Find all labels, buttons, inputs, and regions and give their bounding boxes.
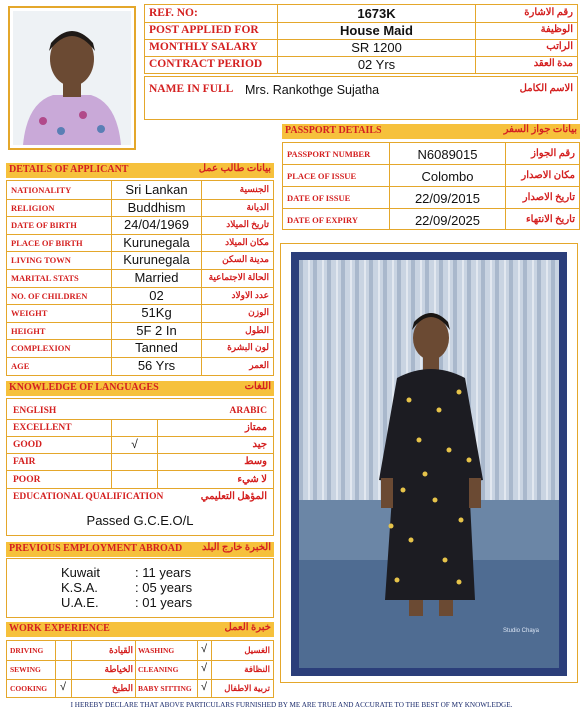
languages-title: KNOWLEDGE OF LANGUAGES	[9, 382, 159, 393]
work-skill-label: BABY SITTING	[138, 684, 192, 693]
applicant-field-value: Kurunegala	[123, 252, 190, 268]
work-skill-label: DRIVING	[10, 646, 44, 655]
name-value: Mrs. Rankothge Sujatha	[245, 83, 380, 97]
applicant-field-label: HEIGHT	[11, 325, 46, 336]
edu-label: EDUCATIONAL QUALIFICATION	[13, 492, 164, 502]
salary-value: SR 1200	[351, 40, 402, 55]
applicant-field-label: MARITAL STATS	[11, 273, 79, 283]
lang-level-ar: وسط	[244, 456, 267, 468]
work-skill-mark: √	[200, 643, 208, 655]
applicant-field-ar: الديانة	[246, 201, 269, 212]
passport-field-value: 22/09/2025	[414, 213, 481, 228]
work-skill-label: CLEANING	[138, 665, 179, 674]
applicant-field-ar: الجنسية	[239, 184, 269, 194]
applicant-field-value: 56 Yrs	[137, 358, 176, 373]
employment-title-ar: الخبرة خارج البلد	[202, 542, 271, 553]
passport-field-ar: رقم الجواز	[531, 148, 575, 159]
applicant-field-ar: الوزن	[248, 307, 269, 318]
employment-country: U.A.E.	[61, 595, 99, 610]
applicant-field-value: Buddhism	[127, 199, 186, 215]
employment-years: : 01 years	[135, 595, 193, 610]
full-photo	[299, 260, 559, 668]
passport-table	[282, 142, 580, 230]
lang-level-label: GOOD	[13, 440, 43, 451]
applicant-field-value: 02	[149, 287, 164, 303]
ref-label: REF. NO:	[149, 7, 198, 19]
applicant-field-label: NATIONALITY	[11, 185, 72, 195]
contract-ar: مدة العقد	[533, 58, 573, 69]
work-header	[6, 622, 274, 637]
full-photo-frame	[280, 243, 578, 683]
edu-value: Passed G.C.E.O/L	[86, 513, 194, 528]
lang-level-ar: ممتاز	[244, 422, 267, 433]
applicant-field-label: DATE OF BIRTH	[11, 220, 77, 231]
passport-field-label: PASSPORT NUMBER	[287, 149, 371, 159]
applicant-field-label: LIVING TOWN	[11, 255, 71, 266]
applicant-field-ar: مكان الميلاد	[225, 236, 269, 247]
edu-ar: المؤهل التعليمي	[200, 491, 267, 502]
applicant-header	[6, 163, 274, 178]
name-row	[144, 76, 578, 120]
lang-level-ar: جيد	[252, 439, 267, 451]
lang-col-english: ENGLISH	[13, 406, 57, 416]
applicant-field-label: RELIGION	[11, 202, 55, 213]
applicant-field-ar: لون البشرة	[227, 342, 269, 353]
work-skill-mark: √	[200, 662, 208, 674]
applicant-field-label: NO. OF CHILDREN	[11, 290, 88, 301]
work-skill-mark: √	[59, 681, 67, 693]
employment-title: PREVIOUS EMPLOYMENT ABROAD	[9, 543, 183, 554]
applicant-field-ar: الطول	[245, 324, 269, 335]
applicant-title: DETAILS OF APPLICANT	[9, 164, 129, 175]
lang-level-label: POOR	[13, 474, 41, 485]
lang-level-ar: لا شيء	[237, 473, 267, 485]
passport-field-ar: تاريخ الانتهاء	[525, 214, 575, 225]
ref-value: 1673K	[357, 6, 396, 21]
applicant-field-label: COMPLEXION	[11, 343, 71, 354]
passport-field-value: 22/09/2015	[414, 191, 481, 206]
employment-years: : 11 years	[135, 565, 192, 580]
portrait-photo	[13, 11, 131, 145]
contract-label: CONTRACT PERIOD	[149, 58, 263, 70]
lang-english-mark: √	[131, 437, 138, 452]
work-title-ar: خبرة العمل	[224, 622, 271, 633]
work-skill-ar: تربية الاطفال	[224, 683, 270, 693]
passport-field-label: DATE OF ISSUE	[287, 193, 351, 203]
post-value: House Maid	[340, 23, 413, 38]
applicant-field-ar: تاريخ الميلاد	[226, 219, 269, 230]
work-table	[6, 640, 274, 698]
work-skill-ar: الطبخ	[111, 683, 133, 693]
languages-title-ar: اللغات	[244, 381, 271, 392]
passport-field-value: N6089015	[417, 147, 478, 162]
passport-title: PASSPORT DETAILS	[285, 125, 382, 136]
photo-credit: Studio Chaya	[503, 628, 540, 634]
salary-ar: الراتب	[546, 41, 573, 52]
applicant-field-value: Sri Lankan	[125, 182, 188, 197]
lang-level-label: FAIR	[13, 457, 36, 468]
applicant-field-value: 24/04/1969	[123, 217, 190, 233]
passport-field-value: Colombo	[421, 169, 474, 184]
applicant-table	[6, 180, 274, 376]
work-skill-label: WASHING	[138, 646, 175, 655]
passport-field-label: PLACE OF ISSUE	[287, 171, 357, 181]
employment-table	[6, 558, 274, 618]
applicant-field-label: AGE	[11, 361, 30, 371]
ref-ar: رقم الاشارة	[524, 7, 573, 18]
languages-table	[6, 398, 274, 536]
applicant-field-ar: الحالة الاجتماعية	[208, 272, 269, 282]
salary-label: MONTHLY SALARY	[149, 41, 258, 53]
lang-level-label: EXCELLENT	[13, 423, 72, 433]
applicant-title-ar: بيانات طالب عمل	[198, 163, 271, 174]
applicant-field-ar: العمر	[249, 360, 269, 370]
work-skill-label: SEWING	[10, 665, 41, 674]
declaration: I HEREBY DECLARE THAT ABOVE PARTICULARS FURNISHED BY ME ARE TRUE AND ACCURATE TO THE BEST OF MY KNOWLEDGE.	[70, 701, 513, 709]
employment-header	[6, 542, 274, 557]
top-fields	[144, 4, 578, 74]
languages-header	[6, 381, 274, 396]
passport-field-ar: مكان الاصدار	[521, 170, 575, 181]
work-skill-mark: √	[200, 681, 208, 693]
applicant-field-value: 51Kg	[141, 305, 172, 321]
applicant-field-label: PLACE OF BIRTH	[11, 237, 83, 248]
portrait-frame	[8, 6, 136, 150]
work-title: WORK EXPERIENCE	[9, 623, 110, 634]
applicant-field-value: Tanned	[135, 340, 178, 356]
applicant-field-label: WEIGHT	[11, 308, 48, 319]
work-skill-ar: النظافة	[244, 664, 270, 674]
name-ar: الاسم الكامل	[519, 83, 573, 94]
work-skill-ar: الخياطة	[104, 664, 133, 674]
work-skill-label: COOKING	[10, 684, 48, 693]
work-skill-ar: الغسيل	[244, 645, 270, 655]
applicant-field-ar: عدد الاولاد	[231, 289, 269, 300]
work-skill-ar: القيادة	[109, 645, 133, 655]
lang-col-arabic: ARABIC	[229, 406, 267, 416]
post-label: POST APPLIED FOR	[149, 24, 259, 36]
contract-value: 02 Yrs	[357, 57, 396, 72]
applicant-field-ar: مدينة السكن	[222, 254, 269, 265]
applicant-field-value: 5F 2 In	[136, 322, 177, 338]
passport-field-ar: تاريخ الاصدار	[522, 192, 575, 203]
passport-header	[282, 124, 580, 139]
name-label: NAME IN FULL	[149, 83, 234, 95]
post-ar: الوظيفة	[540, 24, 573, 35]
employment-country: Kuwait	[61, 565, 101, 580]
applicant-field-value: Kurunegala	[123, 234, 190, 250]
employment-years: : 05 years	[135, 580, 193, 595]
passport-field-label: DATE OF EXPIRY	[287, 215, 359, 225]
passport-title-ar: بيانات جواز السفر	[503, 124, 577, 135]
employment-country: K.S.A.	[61, 580, 98, 595]
applicant-field-value: Married	[134, 270, 179, 285]
